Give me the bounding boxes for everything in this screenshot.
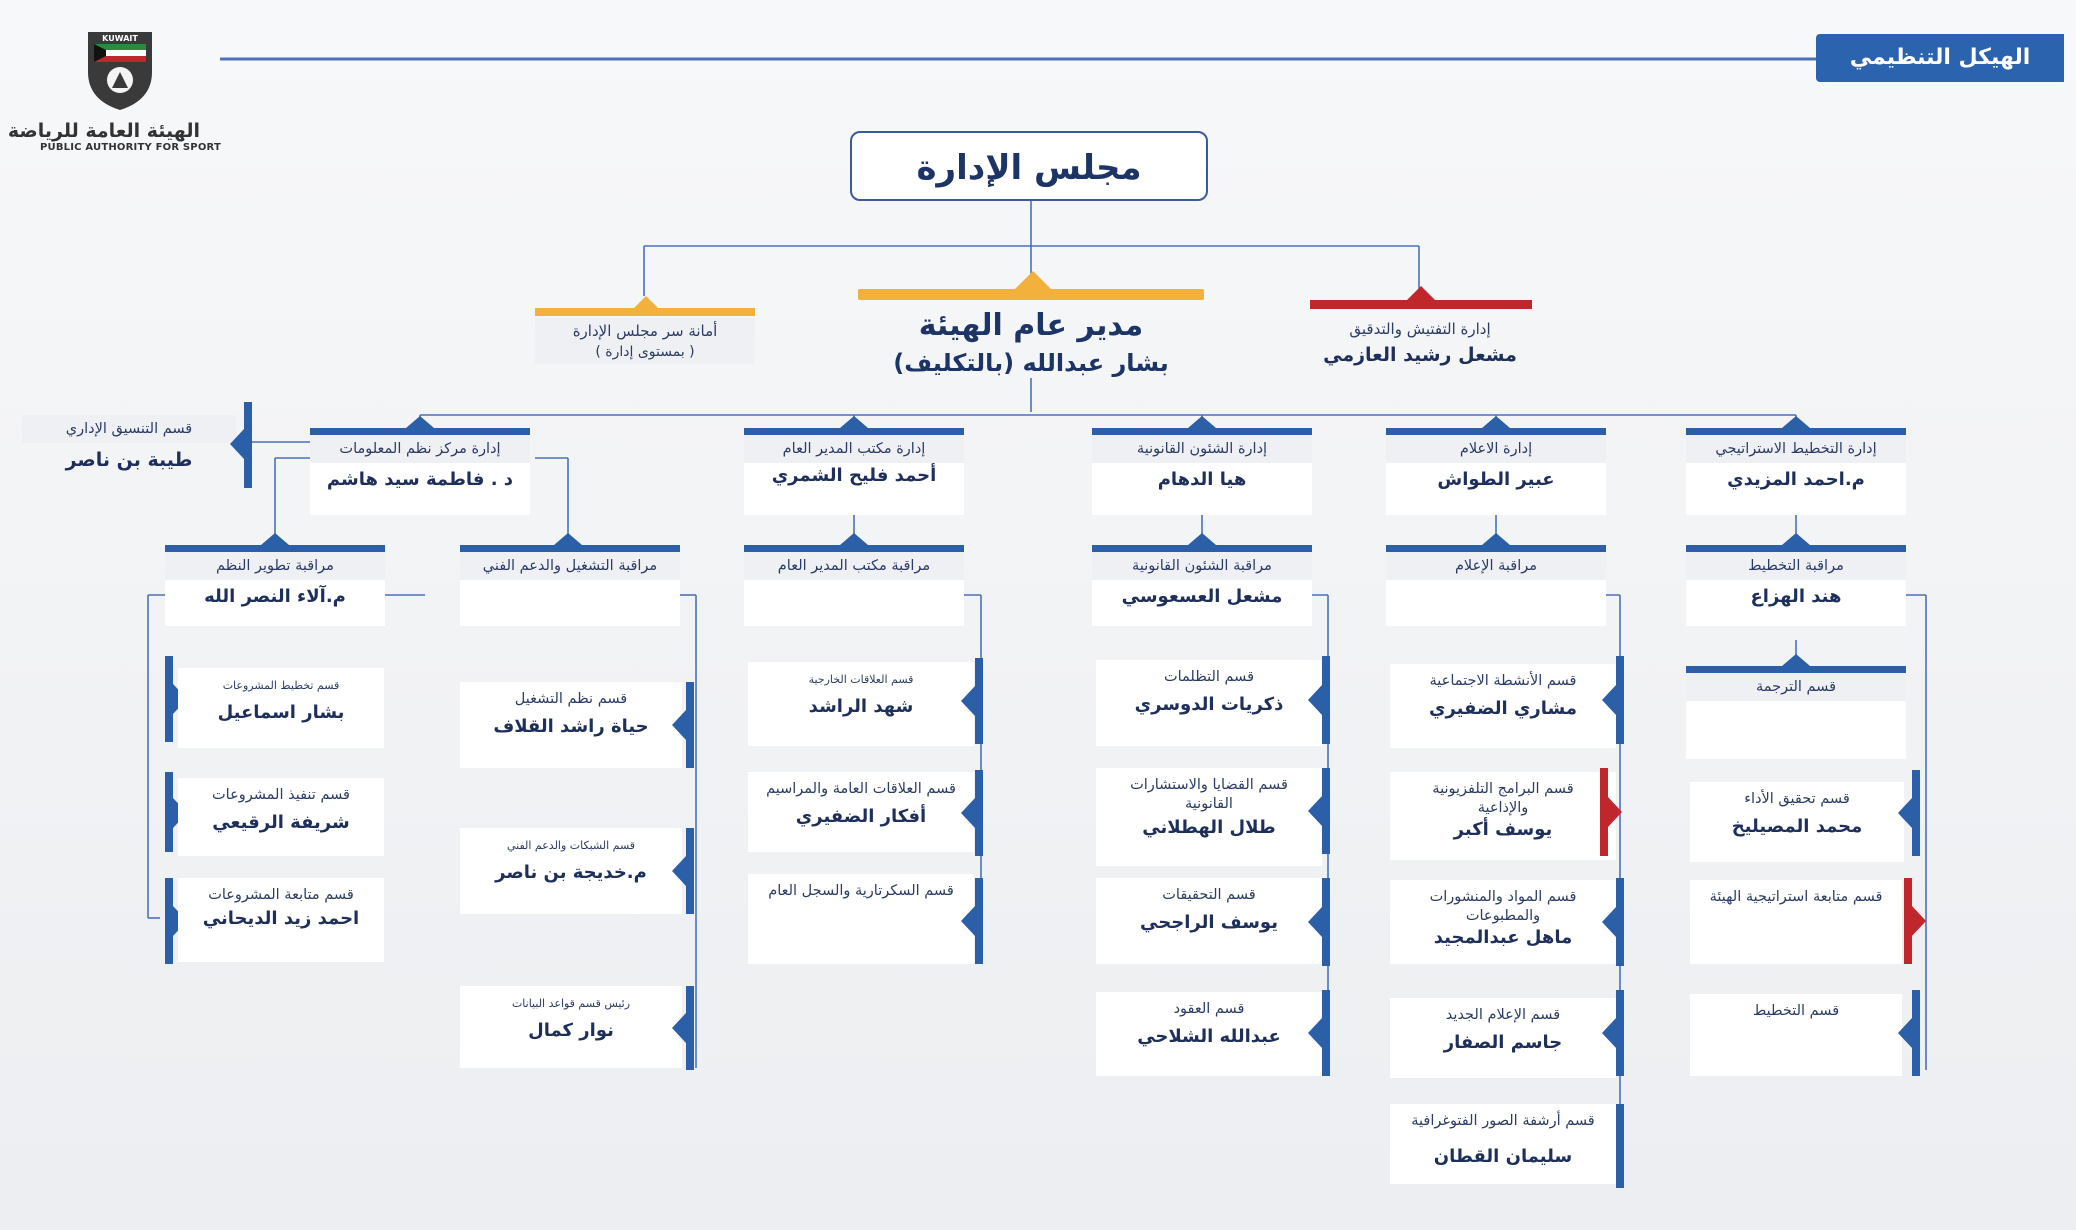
- media-sec4-bar: [1616, 990, 1624, 1076]
- legal-section-4: [1096, 992, 1322, 1076]
- it-ops-sec2-arrow: [672, 856, 686, 886]
- strategic-control: [1686, 545, 1906, 626]
- logo: [7, 28, 222, 153]
- it-ops-sec1-arrow: [672, 710, 686, 740]
- it-ops-sec3-bar: [686, 986, 694, 1070]
- dg-office-control-title: مراقبة مكتب المدير العام: [744, 552, 964, 580]
- media-dept: [1386, 428, 1606, 515]
- it-dev-tab: [261, 533, 289, 545]
- media-control: [1386, 545, 1606, 626]
- it-ops-section-2: [460, 828, 682, 914]
- dg-office-sec2-title: قسم العلاقات العامة والمراسيم: [766, 781, 956, 797]
- inspection-title: إدارة التفتيش والتدقيق: [1349, 320, 1491, 338]
- legal-section-3: [1096, 878, 1322, 964]
- it-ops-sec3-title: رئيس قسم قواعد البيانات: [511, 997, 631, 1010]
- media-sec1-name: مشاري الضفيري: [1428, 698, 1577, 719]
- media-sec3-title: قسم المواد والمنشورات والمطبوعات: [1429, 889, 1577, 924]
- page-title: الهيكل التنظيمي: [1816, 34, 2064, 82]
- it-name: د . فاطمة سيد هاشم: [326, 469, 514, 490]
- secretariat-gold-tab: [634, 296, 658, 308]
- it-dev-sec3-bar: [165, 878, 173, 964]
- dg-office-sec2-bar: [975, 770, 983, 856]
- emblem-text: KUWAIT: [102, 34, 138, 43]
- dg-office-sec2-arrow: [961, 798, 975, 828]
- admin-coordination-name: طيبة بن ناصر: [65, 449, 193, 471]
- it-ops-sec2-title: قسم الشبكات والدعم الفني: [506, 839, 636, 852]
- it-dev-section-3: [178, 878, 384, 962]
- strategic-sec2-name: [1690, 907, 1902, 913]
- it-ops-title: مراقبة التشغيل والدعم الفني: [460, 552, 680, 580]
- legal-sec2-arrow: [1308, 796, 1322, 826]
- it-ops-section-3: [460, 986, 682, 1068]
- legal-sec3-title: قسم التحقيقات: [1162, 887, 1256, 903]
- it-dev-sec3-name: احمد زيد الديحاني: [202, 908, 360, 929]
- emblem-icon: [84, 28, 156, 112]
- media-control-title: مراقبة الإعلام: [1386, 552, 1606, 580]
- inspection-red-tab: [1407, 286, 1435, 300]
- media-sec4-arrow: [1602, 1018, 1616, 1048]
- legal-sec3-bar: [1322, 878, 1330, 966]
- it-title: إدارة مركز نظم المعلومات: [310, 435, 530, 463]
- strategic-section-2: [1690, 880, 1902, 964]
- strategic-sec3-name: [1690, 1021, 1902, 1027]
- admin-coordination: [22, 415, 236, 491]
- inspection-dept: [1300, 320, 1540, 366]
- dg-office-dept: [744, 428, 964, 515]
- strategic-control-tab: [1782, 533, 1810, 545]
- media-sec5-name: سليمان القطان: [1433, 1146, 1573, 1167]
- legal-sec1-bar: [1322, 656, 1330, 744]
- media-sec2-title: قسم البرامج التلفزيونية والإذاعية: [1432, 781, 1574, 816]
- media-sec2-name: يوسف أكبر: [1453, 819, 1553, 840]
- it-dev-sec2-name: شريفة الرقيعي: [212, 812, 350, 833]
- dg-gold-tab: [1015, 271, 1051, 289]
- strategic-sec1-name: محمد المصيليخ: [1731, 816, 1863, 837]
- it-ops-sec2-name: م.خديجة بن ناصر: [495, 862, 647, 883]
- strategic-dept: [1686, 428, 1906, 515]
- strategic-sec2-bar: [1904, 878, 1912, 964]
- strategic-section-1: [1690, 782, 1904, 862]
- legal-control-title: مراقبة الشئون القانونية: [1092, 552, 1312, 580]
- media-sec2-bar: [1600, 768, 1608, 856]
- dg-office-section-1: [748, 662, 974, 746]
- it-dev-sec2-bar: [165, 772, 173, 852]
- strategic-sec3-arrow: [1898, 1018, 1912, 1048]
- it-ops-sec2-bar: [686, 828, 694, 914]
- it-ops-sec1-bar: [686, 682, 694, 768]
- strategic-sec3-bar: [1912, 990, 1920, 1076]
- media-sec5-title: قسم أرشفة الصور الفتوغرافية: [1411, 1113, 1595, 1129]
- legal-sec4-title: قسم العقود: [1173, 1001, 1245, 1017]
- logo-arabic: الهيئة العامة للرياضة: [7, 120, 200, 142]
- media-tab: [1482, 416, 1510, 428]
- dg-office-name: أحمد فليح الشمري: [771, 465, 937, 486]
- it-dev-sec1-name: بشار اسماعيل: [217, 702, 345, 723]
- secretariat-gold-bar: [535, 308, 755, 316]
- legal-sec2-name: طلال الهطلاني: [1142, 817, 1276, 838]
- media-sec3-bar: [1616, 878, 1624, 966]
- legal-control: [1092, 545, 1312, 626]
- media-sec4-title: قسم الإعلام الجديد: [1445, 1007, 1561, 1023]
- it-ops-sec3-name: نوار كمال: [528, 1020, 614, 1041]
- media-sec5-bar: [1616, 1104, 1624, 1188]
- legal-sec1-title: قسم التظلمات: [1163, 669, 1255, 685]
- legal-sec1-arrow: [1308, 685, 1322, 715]
- dg-office-control: [744, 545, 964, 626]
- it-ops-section-1: [460, 682, 682, 768]
- dg-office-sec3-bar: [975, 878, 983, 964]
- media-title: إدارة الاعلام: [1386, 435, 1606, 463]
- strategic-name: م.احمد المزيدي: [1727, 469, 1865, 490]
- dg-office-tab: [840, 416, 868, 428]
- dg-gold-bar: [858, 289, 1204, 300]
- dg-office-sec3-arrow: [961, 906, 975, 936]
- inspection-red-bar: [1310, 300, 1532, 309]
- dg-office-sec1-bar: [975, 658, 983, 744]
- dg-name: بشار عبدالله (بالتكليف): [893, 349, 1169, 377]
- board-of-directors: مجلس الإدارة: [850, 131, 1208, 201]
- it-dev-sec1-title: قسم تخطيط المشروعات: [222, 679, 340, 692]
- legal-section-2: [1096, 768, 1322, 866]
- it-dev-sec2-title: قسم تنفيذ المشروعات: [212, 787, 350, 803]
- strategic-tab: [1782, 416, 1810, 428]
- dg-office-sec1-name: شهد الراشد: [808, 696, 914, 717]
- dg-office-section-3: [748, 874, 974, 964]
- media-sec4-name: جاسم الصفار: [1443, 1032, 1563, 1053]
- dg-office-section-2: [748, 772, 974, 852]
- secretariat-note: ( بمستوى إدارة ): [595, 344, 695, 360]
- it-tab: [406, 416, 434, 428]
- media-name: عبير الطواش: [1437, 469, 1555, 490]
- inspection-name: مشعل رشيد العازمي: [1323, 344, 1517, 366]
- translation-tab: [1782, 654, 1810, 666]
- media-control-tab: [1482, 533, 1510, 545]
- translation-title: قسم الترجمة: [1686, 673, 1906, 701]
- media-section-1: [1390, 664, 1616, 748]
- dg-office-title: إدارة مكتب المدير العام: [744, 435, 964, 463]
- media-section-2: [1390, 772, 1616, 860]
- dg-office-sec3-title: قسم السكرتارية والسجل العام: [768, 883, 954, 899]
- it-dev-sec3-title: قسم متابعة المشروعات: [208, 887, 354, 903]
- admin-coordination-bar: [244, 402, 252, 488]
- strategic-sec1-bar: [1912, 770, 1920, 856]
- legal-sec3-arrow: [1308, 907, 1322, 937]
- legal-sec2-title: قسم القضايا والاستشارات القانونية: [1130, 777, 1288, 812]
- it-ops-sec3-arrow: [672, 1013, 686, 1043]
- media-section-3: [1390, 880, 1616, 964]
- legal-control-tab: [1188, 533, 1216, 545]
- media-sec1-bar: [1616, 656, 1624, 744]
- strategic-sec2-arrow: [1912, 906, 1926, 936]
- dg-office-control-tab: [840, 533, 868, 545]
- admin-coordination-title: قسم التنسيق الإداري: [22, 415, 236, 443]
- legal-control-name: مشعل العسعوسي: [1121, 586, 1283, 607]
- strategic-sec1-title: قسم تحقيق الأداء: [1744, 791, 1850, 807]
- legal-dept: [1092, 428, 1312, 515]
- media-sec1-arrow: [1602, 685, 1616, 715]
- media-section-5: [1390, 1104, 1616, 1184]
- it-ops-sec1-name: حياة راشد القلاف: [493, 716, 649, 737]
- legal-section-1: [1096, 660, 1322, 746]
- it-dev-sec1-bar: [165, 656, 173, 742]
- media-sec1-title: قسم الأنشطة الاجتماعية: [1429, 673, 1577, 689]
- dg-title: مدير عام الهيئة: [918, 308, 1144, 343]
- legal-tab: [1188, 416, 1216, 428]
- it-dev-section-2: [178, 778, 384, 856]
- it-ops-control: [460, 545, 680, 626]
- dg-office-sec1-title: قسم العلاقات الخارجية: [808, 673, 914, 686]
- strategic-control-title: مراقبة التخطيط: [1686, 552, 1906, 580]
- it-ops-sec1-title: قسم نظم التشغيل: [514, 691, 628, 707]
- legal-title: إدارة الشئون القانونية: [1092, 435, 1312, 463]
- legal-sec2-bar: [1322, 768, 1330, 854]
- legal-sec4-bar: [1322, 990, 1330, 1076]
- legal-name: هيا الدهام: [1157, 469, 1247, 490]
- legal-sec3-name: يوسف الراجحي: [1140, 912, 1278, 933]
- it-dev-section-1: [178, 668, 384, 748]
- logo-english: PUBLIC AUTHORITY FOR SPORT: [40, 142, 222, 153]
- strategic-section-3: [1690, 994, 1902, 1076]
- it-dev-title: مراقبة تطوير النظم: [165, 552, 385, 580]
- secretariat-title: أمانة سر مجلس الإدارة: [572, 322, 718, 340]
- it-dev-control: [165, 545, 385, 626]
- legal-sec1-name: ذكريات الدوسري: [1134, 694, 1284, 715]
- dg-office-sec1-arrow: [961, 686, 975, 716]
- translation-section: [1686, 666, 1906, 759]
- media-section-4: [1390, 998, 1616, 1078]
- legal-sec4-arrow: [1308, 1018, 1322, 1048]
- media-sec3-name: ماهل عبدالمجيد: [1433, 927, 1573, 948]
- strategic-control-name: هند الهزاع: [1750, 586, 1842, 607]
- admin-coordination-arrow: [230, 429, 244, 459]
- director-general: [858, 308, 1204, 377]
- strategic-sec2-title: قسم متابعة استراتيجية الهيئة: [1709, 889, 1883, 905]
- media-sec3-arrow: [1602, 907, 1616, 937]
- it-dept: [310, 428, 530, 515]
- media-sec2-arrow: [1608, 797, 1622, 827]
- strategic-title: إدارة التخطيط الاستراتيجي: [1686, 435, 1906, 463]
- dg-office-sec2-name: أفكار الضفيري: [795, 806, 927, 827]
- strategic-sec3-title: قسم التخطيط: [1752, 1003, 1840, 1019]
- legal-sec4-name: عبدالله الشلاحي: [1137, 1026, 1281, 1047]
- board-secretariat: [535, 318, 755, 364]
- it-ops-tab: [554, 533, 582, 545]
- it-dev-name: م.آلاء النصر الله: [204, 586, 346, 607]
- strategic-sec1-arrow: [1898, 798, 1912, 828]
